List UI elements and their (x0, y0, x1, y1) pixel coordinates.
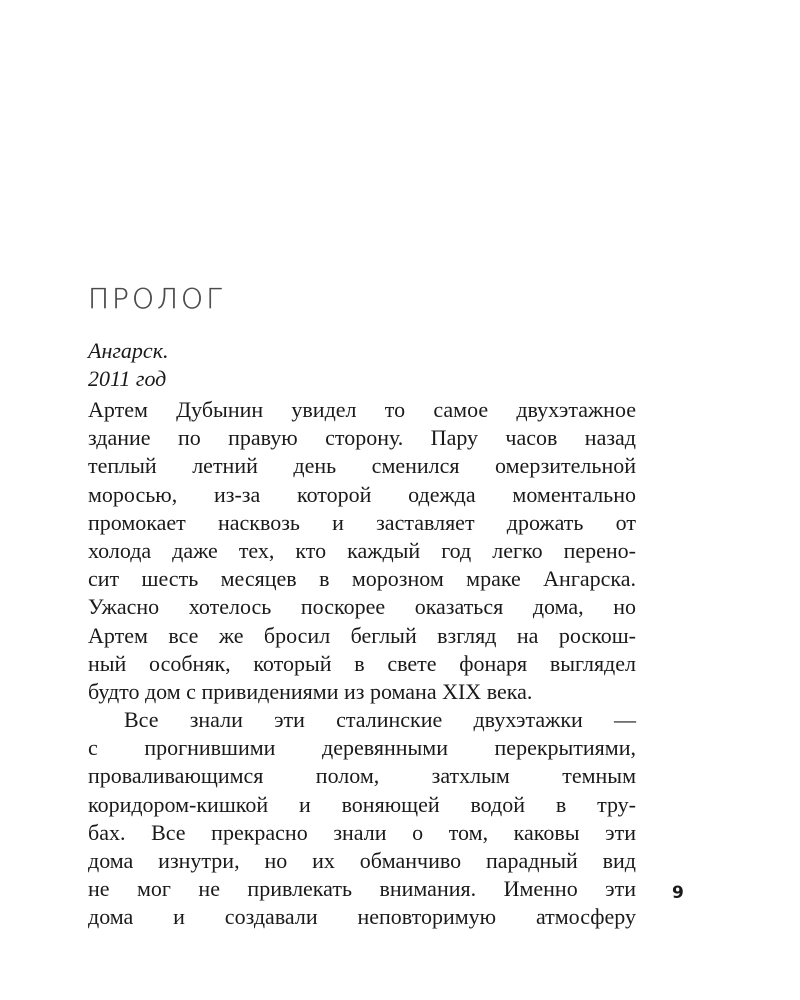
text-line: Все знали эти сталинские двухэтажки — (124, 707, 636, 733)
text-line: бах. Все прекрасно знали о том, каковы эти (88, 819, 636, 845)
text-line: Артем все же бросил беглый взгляд на роскош- (88, 622, 636, 648)
page-number: 9 (672, 883, 684, 903)
text-line: с прогнившими деревянными перекрытиями, (88, 735, 636, 761)
text-line: коридором-кишкой и воняющей водой в тру- (88, 791, 636, 817)
text-line: сит шесть месяцев в морозном мраке Ангарска. (88, 566, 636, 592)
text-line: моросью, из-за которой одежда моментально (88, 481, 636, 507)
text-line: дома изнутри, но их обманчиво парадный вид (88, 848, 636, 873)
place-date-heading (88, 337, 169, 393)
body-text (88, 396, 636, 932)
text-line: здание по правую сторону. Пару часов назад (88, 425, 636, 451)
text-line: будто дом с привидениями из романа XIX века. (88, 678, 533, 704)
text-line: холода даже тех, кто каждый год легко перено- (88, 537, 636, 563)
text-line: дома и создавали неповторимую атмосферу (88, 904, 636, 930)
year-label: 2011 год (88, 366, 167, 391)
text-line: проваливающимся полом, затхлым темным (88, 763, 636, 789)
text-line: промокает насквозь и заставляет дрожать от (88, 509, 636, 535)
text-line: теплый летний день сменился омерзительной (88, 453, 636, 479)
text-line: Ужасно хотелось поскорее оказаться дома, но (88, 594, 636, 620)
chapter-title: ПРОЛОГ (88, 282, 225, 315)
text-line: не мог не привлекать внимания. Именно эти (88, 876, 636, 902)
text-line: Артем Дубынин увидел то самое двухэтажное (88, 397, 636, 422)
place-label: Ангарск. (88, 338, 169, 363)
text-line: ный особняк, который в свете фонаря выглядел (88, 650, 636, 676)
